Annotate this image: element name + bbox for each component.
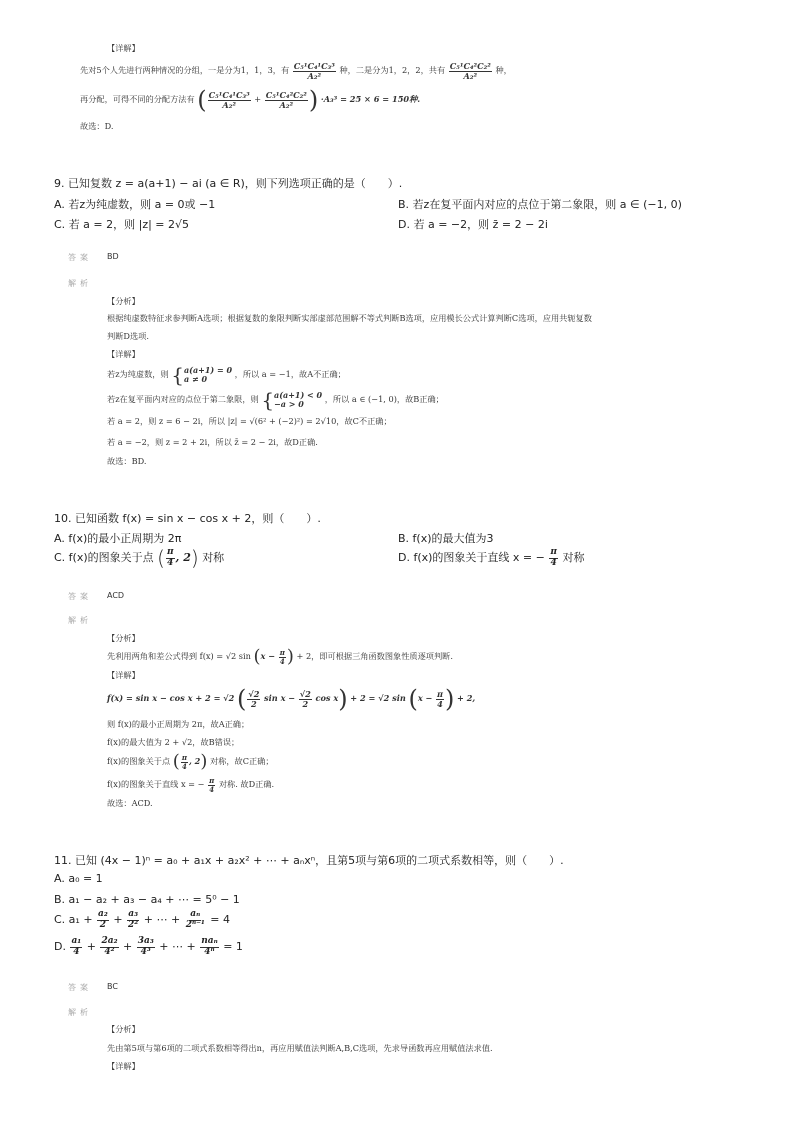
- q10-answer: ACD: [107, 591, 125, 600]
- q10-conclusion: 故选：ACD.: [107, 798, 153, 808]
- top-line-1: 先对5个人先进行两种情况的分组，一是分为1，1，3，有 $\frac{\text{C₅¹C₄¹C₃³}}{\text{A₂²}}$ 种，二是分为1，2，2，共有 $\frac{\text{C₅¹C₄²C₂²}}{\text{A₂²}}$ 种，: [80, 60, 512, 81]
- q11-option-c: C. a₁ + $\frac{\text{a₂}}{2}$ + $\frac{\text{a₃}}{\text{2²}}$ + ⋯ + $\frac{\text{aₙ}}{\text{2ⁿ⁻¹}}$ = 4: [54, 909, 230, 930]
- q9-stem: 9. 已知复数 z = a(a+1) − ai (a ∈ R)，则下列选项正确的是（ ）.: [54, 177, 403, 190]
- q10-solution-5: f(x)的图象关于直线 x = − $\frac{\pi}{4}$ 对称. 故D正确.: [107, 776, 275, 794]
- q10-solution-2: 则 f(x)的最小正周期为 2π，故A正确；: [107, 719, 250, 729]
- q10-option-b: B. f(x)的最大值为3: [398, 532, 494, 545]
- q10-analysis-header: 【分析】: [107, 633, 140, 643]
- q11-option-b: B. a₁ − a₂ + a₃ − a₄ + ⋯ = 5⁰ − 1: [54, 893, 240, 906]
- q10-stem: 10. 已知函数 f(x) = sin x − cos x + 2，则（ ）.: [54, 512, 321, 525]
- q10-solution-3: f(x)的最大值为 2 + √2，故B错误；: [107, 737, 240, 747]
- q9-detail-header: 【详解】: [107, 349, 140, 359]
- q9-solution-2: 若z在复平面内对应的点位于第二象限，则 { a(a+1) < 0 −a > 0 ，所以 a ∈ (−1, 0)，故B正确；: [107, 388, 444, 412]
- q9-solution-1: 若z为纯虚数，则 { a(a+1) = 0 a ≠ 0 ，所以 a = −1，故A不正确；: [107, 363, 346, 387]
- top-line-2: 再分配，可得不同的分配方法有 ( $\frac{\text{C₅¹C₄¹C₃³}}{\text{A₂²}}$ + $\frac{\text{C₅¹C₄²C₂²}}{\text{A₂²}}$ ) ·A₃³ = 25 × 6 = 150种.: [80, 86, 421, 114]
- q9-solution-3: 若 a = 2，则 z = 6 − 2i，所以 |z| = √(6² + (−2)²) = 2√10，故C不正确；: [107, 416, 392, 426]
- top-conclusion: 故选：D.: [80, 121, 114, 131]
- q11-analysis-header: 【分析】: [107, 1024, 140, 1034]
- q10-option-c: C. f(x)的图象关于点 ( $\frac{\pi}{4}$ , 2) 对称: [54, 546, 225, 570]
- q9-answer: BD: [107, 252, 119, 261]
- q10-solution-4: f(x)的图象关于点 ( $\frac{\pi}{4}$ , 2) 对称，故C正确；: [107, 751, 274, 772]
- q9-solution-4: 若 a = −2，则 z = 2 + 2i，所以 z̄ = 2 − 2i，故D正确.: [107, 437, 318, 447]
- q9-analysis-line-1: 根据纯虚数特征求参判断A选项；根据复数的象限判断实部虚部范围解不等式判断B选项，应用模长公式计算判断C选项，应用共轭复数: [107, 313, 592, 323]
- q10-detail-header: 【详解】: [107, 670, 140, 680]
- q11-option-a: A. a₀ = 1: [54, 872, 103, 885]
- q10-analysis-label: 解析: [68, 616, 92, 625]
- q9-analysis-line-2: 判断D选项.: [107, 331, 149, 341]
- q9-option-b: B. 若z在复平面内对应的点位于第二象限，则 a ∈ (−1, 0): [398, 198, 682, 211]
- q10-answer-label: 答案: [68, 592, 92, 601]
- q11-detail-header: 【详解】: [107, 1061, 140, 1071]
- q11-analysis-label: 解析: [68, 1008, 92, 1017]
- q11-stem: 11. 已知 (4x − 1)ⁿ = a₀ + a₁x + a₂x² + ⋯ + aₙxⁿ，且第5项与第6项的二项式系数相等，则（ ）.: [54, 854, 564, 867]
- detail-header: 【详解】: [107, 43, 140, 53]
- q10-option-a: A. f(x)的最小正周期为 2π: [54, 532, 182, 545]
- q11-option-d: D. $\frac{\text{a₁}}{4}$ + $\frac{\text{2a₂}}{\text{4²}}$ + $\frac{\text{3a₃}}{\text{4³}}$ + ⋯ + $\frac{\text{naₙ}}{\text{4ⁿ}}$ = 1: [54, 936, 243, 957]
- q9-analysis-header: 【分析】: [107, 296, 140, 306]
- q9-option-d: D. 若 a = −2，则 z̄ = 2 − 2i: [398, 218, 548, 231]
- q9-option-c: C. 若 a = 2，则 |z| = 2√5: [54, 218, 190, 231]
- q9-answer-label: 答案: [68, 253, 92, 262]
- q9-conclusion: 故选：BD.: [107, 456, 147, 466]
- q11-answer-label: 答案: [68, 983, 92, 992]
- q10-analysis-line-1: 先利用两角和差公式得到 f(x) = √2 sin (x − $\frac{\pi}{4}$ ) + 2，即可根据三角函数图象性质逐项判断.: [107, 646, 453, 667]
- q10-option-d: D. f(x)的图象关于直线 x = − $\frac{\pi}{4}$ 对称: [398, 547, 585, 568]
- q11-analysis-line-1: 先由第5项与第6项的二项式系数相等得出n，再应用赋值法判断A,B,C选项，先求导函数再应用赋值法求值.: [107, 1043, 493, 1053]
- q9-option-a: A. 若z为纯虚数，则 a = 0或 −1: [54, 198, 216, 211]
- q10-solution-1: f(x) = sin x − cos x + 2 = √2 ( $\frac{√2}{2}$ sin x − $\frac{√2}{2}$ cos x) + 2 = √2 sin (x − $\frac{\pi}{4}$ ) + 2,: [107, 685, 476, 713]
- q11-answer: BC: [107, 982, 118, 991]
- q9-analysis-label: 解析: [68, 279, 92, 288]
